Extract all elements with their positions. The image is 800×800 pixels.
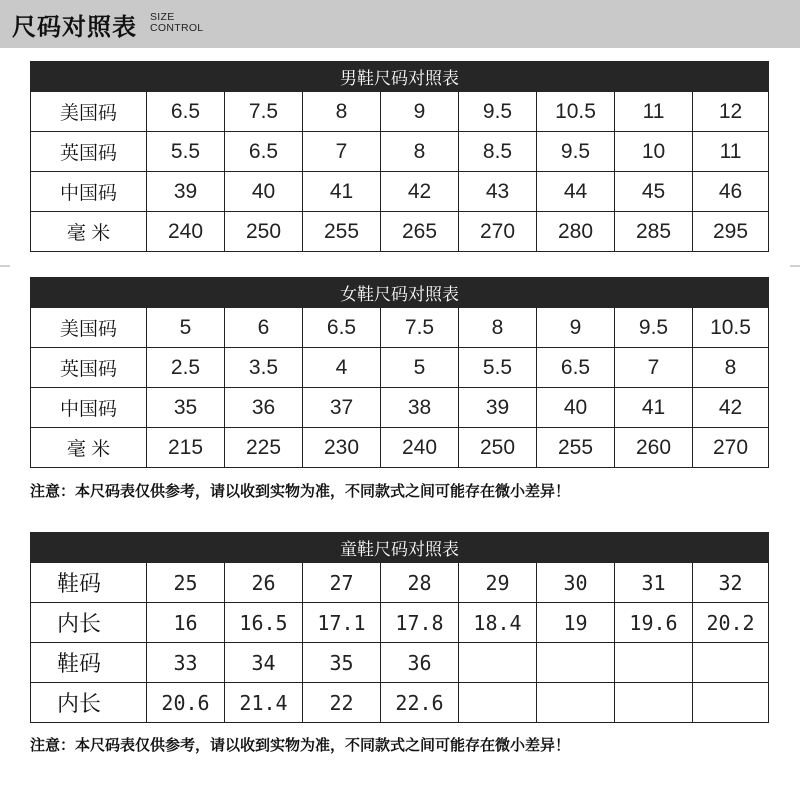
table-row — [31, 683, 769, 723]
table-cell: 19 — [537, 603, 615, 643]
table-row — [31, 172, 769, 212]
table-cell: 22.6 — [381, 683, 459, 723]
table-cell: 9 — [537, 308, 615, 348]
table-cell: 20.6 — [147, 683, 225, 723]
table-cell: 270 — [693, 428, 769, 468]
subtitle-line-2: CONTROL — [150, 22, 204, 34]
kids-size-table — [30, 532, 769, 723]
row-label: 美国码 — [31, 308, 147, 348]
men-size-table — [30, 61, 769, 252]
table-cell — [615, 643, 693, 683]
table-cell: 41 — [303, 172, 381, 212]
table-cell: 8 — [693, 348, 769, 388]
table-cell: 255 — [303, 212, 381, 252]
table-cell: 9.5 — [459, 92, 537, 132]
table-cell: 265 — [381, 212, 459, 252]
table-cell: 31 — [615, 563, 693, 603]
row-label: 鞋码 — [31, 643, 147, 683]
table-row — [31, 348, 769, 388]
table-cell: 29 — [459, 563, 537, 603]
table-cell: 16.5 — [225, 603, 303, 643]
table-cell: 9.5 — [615, 308, 693, 348]
table-cell — [459, 643, 537, 683]
row-label: 中国码 — [31, 172, 147, 212]
table-cell: 40 — [225, 172, 303, 212]
page-title: 尺码对照表 — [12, 14, 137, 41]
table-cell: 9 — [381, 92, 459, 132]
edge-mark-right — [790, 265, 800, 267]
table-cell: 280 — [537, 212, 615, 252]
table-cell: 9.5 — [537, 132, 615, 172]
table-row — [31, 92, 769, 132]
table-cell: 26 — [225, 563, 303, 603]
page-subtitle — [150, 12, 203, 34]
table-cell: 20.2 — [693, 603, 769, 643]
table-row — [31, 603, 769, 643]
table-row — [31, 643, 769, 683]
row-label: 中国码 — [31, 388, 147, 428]
table-cell — [537, 683, 615, 723]
table-cell: 285 — [615, 212, 693, 252]
table-cell: 41 — [615, 388, 693, 428]
table-cell: 27 — [303, 563, 381, 603]
table-cell: 250 — [225, 212, 303, 252]
table-row — [31, 132, 769, 172]
table-cell: 39 — [147, 172, 225, 212]
table-cell: 7.5 — [225, 92, 303, 132]
table-cell: 17.1 — [303, 603, 381, 643]
table-cell: 43 — [459, 172, 537, 212]
disclaimer-note-2: 注意：本尺码表仅供参考，请以收到实物为准，不同款式之间可能存在微小差异！ — [30, 737, 571, 754]
table-cell: 34 — [225, 643, 303, 683]
table-cell — [459, 683, 537, 723]
table-cell: 2.5 — [147, 348, 225, 388]
row-label: 美国码 — [31, 92, 147, 132]
table-cell: 6.5 — [147, 92, 225, 132]
table-cell: 18.4 — [459, 603, 537, 643]
table-cell: 46 — [693, 172, 769, 212]
table-cell: 17.8 — [381, 603, 459, 643]
table-cell: 28 — [381, 563, 459, 603]
table-cell: 42 — [381, 172, 459, 212]
table-cell: 10.5 — [693, 308, 769, 348]
table-cell: 215 — [147, 428, 225, 468]
table-cell: 6 — [225, 308, 303, 348]
table-cell: 11 — [693, 132, 769, 172]
row-label: 内长 — [31, 683, 147, 723]
table-cell: 6.5 — [303, 308, 381, 348]
table-cell: 7 — [615, 348, 693, 388]
table-cell: 40 — [537, 388, 615, 428]
header-bar — [0, 0, 800, 48]
row-label: 鞋码 — [31, 563, 147, 603]
table-cell: 12 — [693, 92, 769, 132]
table-cell: 8 — [459, 308, 537, 348]
table-cell: 16 — [147, 603, 225, 643]
subtitle-line-1: SIZE — [150, 11, 175, 23]
table-cell: 11 — [615, 92, 693, 132]
table-cell: 36 — [225, 388, 303, 428]
table-cell: 21.4 — [225, 683, 303, 723]
edge-mark-left — [0, 265, 10, 267]
table-cell: 225 — [225, 428, 303, 468]
table-cell: 45 — [615, 172, 693, 212]
row-label: 毫 米 — [31, 212, 147, 252]
table-cell — [537, 643, 615, 683]
women-table-title: 女鞋尺码对照表 — [31, 278, 769, 308]
table-cell: 270 — [459, 212, 537, 252]
row-label: 内长 — [31, 603, 147, 643]
table-cell: 255 — [537, 428, 615, 468]
table-cell — [615, 683, 693, 723]
women-size-table — [30, 277, 769, 468]
row-label: 英国码 — [31, 348, 147, 388]
row-label: 毫 米 — [31, 428, 147, 468]
table-cell: 230 — [303, 428, 381, 468]
table-cell — [693, 683, 769, 723]
table-cell: 5 — [147, 308, 225, 348]
table-cell: 36 — [381, 643, 459, 683]
table-cell: 4 — [303, 348, 381, 388]
table-cell: 39 — [459, 388, 537, 428]
table-cell: 8.5 — [459, 132, 537, 172]
table-cell: 8 — [381, 132, 459, 172]
table-cell: 6.5 — [537, 348, 615, 388]
table-cell: 260 — [615, 428, 693, 468]
table-cell: 10 — [615, 132, 693, 172]
men-table-title: 男鞋尺码对照表 — [31, 62, 769, 92]
table-cell: 30 — [537, 563, 615, 603]
table-cell: 32 — [693, 563, 769, 603]
table-row — [31, 308, 769, 348]
table-cell: 10.5 — [537, 92, 615, 132]
table-cell: 5.5 — [147, 132, 225, 172]
table-cell: 19.6 — [615, 603, 693, 643]
table-cell: 250 — [459, 428, 537, 468]
table-cell: 240 — [381, 428, 459, 468]
table-row — [31, 388, 769, 428]
table-cell: 7 — [303, 132, 381, 172]
disclaimer-note-1: 注意：本尺码表仅供参考，请以收到实物为准，不同款式之间可能存在微小差异！ — [30, 483, 571, 500]
table-cell: 3.5 — [225, 348, 303, 388]
table-cell: 22 — [303, 683, 381, 723]
row-label: 英国码 — [31, 132, 147, 172]
table-row — [31, 212, 769, 252]
table-cell: 33 — [147, 643, 225, 683]
table-cell: 35 — [147, 388, 225, 428]
table-cell: 5.5 — [459, 348, 537, 388]
table-cell: 44 — [537, 172, 615, 212]
table-cell: 295 — [693, 212, 769, 252]
table-cell: 37 — [303, 388, 381, 428]
table-cell: 240 — [147, 212, 225, 252]
kids-table-title: 童鞋尺码对照表 — [31, 533, 769, 563]
table-cell: 7.5 — [381, 308, 459, 348]
table-cell: 6.5 — [225, 132, 303, 172]
table-cell: 42 — [693, 388, 769, 428]
table-cell: 35 — [303, 643, 381, 683]
table-row — [31, 428, 769, 468]
table-cell: 8 — [303, 92, 381, 132]
table-cell: 5 — [381, 348, 459, 388]
table-cell: 25 — [147, 563, 225, 603]
table-row — [31, 563, 769, 603]
table-cell: 38 — [381, 388, 459, 428]
table-cell — [693, 643, 769, 683]
